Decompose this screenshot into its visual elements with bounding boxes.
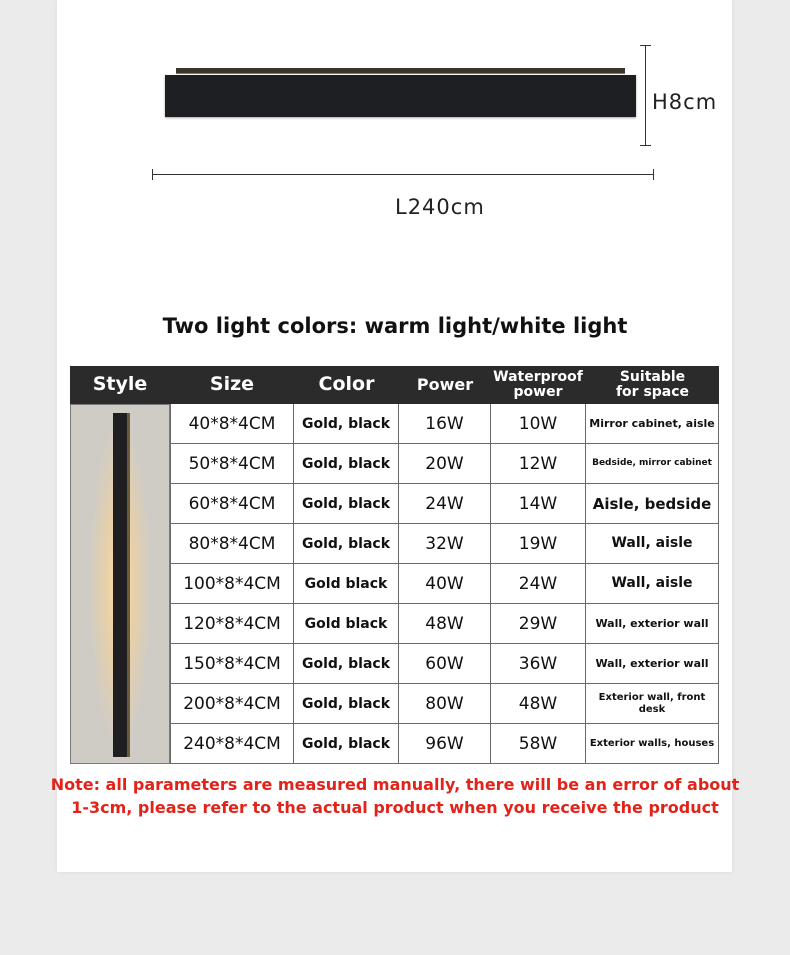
cell-color: Gold black	[294, 604, 399, 644]
header-suitable	[586, 366, 719, 404]
cell-space: Bedside, mirror cabinet	[586, 444, 719, 484]
cell-color: Gold, black	[294, 644, 399, 684]
cell-size: 120*8*4CM	[170, 604, 294, 644]
header-suitable-line1: Suitable	[619, 369, 686, 386]
cell-color: Gold, black	[294, 404, 399, 444]
table-row	[170, 484, 719, 524]
header-suitable-line2: for space	[615, 384, 690, 400]
cell-color: Gold, black	[294, 524, 399, 564]
cell-size: 50*8*4CM	[170, 444, 294, 484]
cell-power: 60W	[399, 644, 491, 684]
cell-space: Exterior walls, houses	[586, 724, 719, 764]
cell-size: 100*8*4CM	[170, 564, 294, 604]
cell-size: 240*8*4CM	[170, 724, 294, 764]
table-row	[170, 524, 719, 564]
cell-space: Exterior wall, front desk	[586, 684, 719, 724]
table-header	[70, 366, 719, 404]
measurement-note	[0, 773, 790, 819]
table-row	[170, 684, 719, 724]
cell-power: 32W	[399, 524, 491, 564]
cell-power: 24W	[399, 484, 491, 524]
cell-size: 150*8*4CM	[170, 644, 294, 684]
note-line-1: Note: all parameters are measured manually, there will be an error of about	[50, 775, 740, 794]
cell-size: 40*8*4CM	[170, 404, 294, 444]
length-cap-right	[653, 169, 654, 180]
cell-space: Wall, aisle	[586, 524, 719, 564]
cell-space: Aisle, bedside	[586, 484, 719, 524]
cell-power: 48W	[399, 604, 491, 644]
length-line	[153, 174, 653, 175]
height-cap-bottom	[640, 145, 651, 146]
style-photo	[70, 404, 170, 764]
cell-power: 96W	[399, 724, 491, 764]
cell-space: Wall, exterior wall	[586, 604, 719, 644]
lamp-bar-gold-edge	[127, 413, 130, 757]
cell-waterproof: 14W	[491, 484, 586, 524]
note-line-2: 1-3cm, please refer to the actual product when you receive the product	[71, 798, 719, 817]
header-waterproof-line1: Waterproof	[493, 369, 583, 386]
cell-waterproof: 24W	[491, 564, 586, 604]
page-title: Two light colors: warm light/white light	[162, 314, 628, 338]
table-row	[170, 564, 719, 604]
lamp-bar-image	[113, 413, 127, 757]
cell-power: 20W	[399, 444, 491, 484]
spec-table	[70, 366, 719, 764]
lamp-body	[165, 75, 636, 117]
cell-color: Gold, black	[294, 684, 399, 724]
header-waterproof	[483, 366, 593, 404]
length-label: L240cm	[395, 195, 485, 219]
cell-space: Wall, exterior wall	[586, 644, 719, 684]
cell-color: Gold black	[294, 564, 399, 604]
cell-color: Gold, black	[294, 444, 399, 484]
cell-waterproof: 10W	[491, 404, 586, 444]
height-label: H8cm	[652, 90, 718, 114]
cell-waterproof: 12W	[491, 444, 586, 484]
header-size: Size	[209, 373, 255, 396]
cell-size: 200*8*4CM	[170, 684, 294, 724]
header-waterproof-line2: power	[513, 384, 563, 400]
header-color: Color	[318, 373, 375, 396]
lamp-top-edge	[176, 68, 625, 74]
cell-space: Wall, aisle	[586, 564, 719, 604]
height-line	[645, 45, 646, 145]
table-row	[170, 724, 719, 764]
cell-waterproof: 36W	[491, 644, 586, 684]
cell-waterproof: 19W	[491, 524, 586, 564]
table-row	[170, 444, 719, 484]
table-row	[170, 644, 719, 684]
cell-size: 60*8*4CM	[170, 484, 294, 524]
table-row	[170, 604, 719, 644]
cell-waterproof: 29W	[491, 604, 586, 644]
cell-power: 40W	[399, 564, 491, 604]
header-style: Style	[92, 373, 148, 396]
cell-color: Gold, black	[294, 484, 399, 524]
table-row	[170, 404, 719, 444]
cell-space: Mirror cabinet, aisle	[586, 404, 719, 444]
cell-size: 80*8*4CM	[170, 524, 294, 564]
cell-power: 80W	[399, 684, 491, 724]
cell-power: 16W	[399, 404, 491, 444]
cell-color: Gold, black	[294, 724, 399, 764]
cell-waterproof: 58W	[491, 724, 586, 764]
header-power: Power	[416, 374, 474, 394]
cell-waterproof: 48W	[491, 684, 586, 724]
